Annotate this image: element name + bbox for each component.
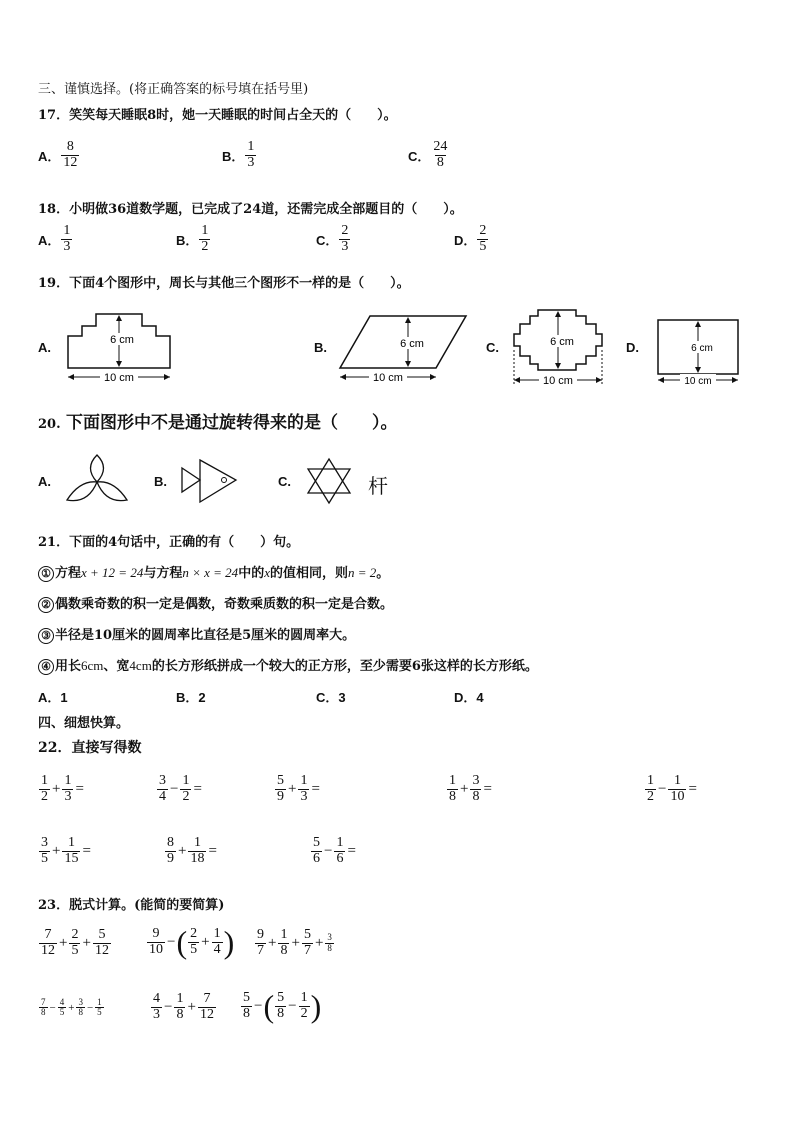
denominator: 3 — [341, 238, 349, 254]
q23-expression-1: $\frac{7}{12}$ + $\frac{2}{5}$ + $\frac{5}{12}$ — [41, 927, 109, 958]
section-4-title: 四、细想快算。 — [38, 716, 130, 731]
q19-label-a[interactable]: A. — [38, 340, 51, 355]
text: 用长 — [55, 659, 82, 674]
text: 、宽 — [103, 659, 130, 674]
numerator: 1 — [201, 223, 209, 238]
q22-expression-4: $\frac{1}{8}$ + $\frac{3}{8}$ = — [449, 773, 492, 804]
text: 的值相同，则 — [269, 566, 348, 581]
variable: x — [264, 565, 270, 580]
six-point-star-icon — [304, 456, 354, 506]
q21-option-a[interactable]: A．1 — [38, 690, 68, 705]
question-20-stem — [38, 408, 398, 433]
option-label: B． — [222, 148, 245, 164]
text: 中的 — [238, 566, 265, 581]
q19-figure-a — [60, 308, 180, 386]
fish-shape-icon — [178, 456, 240, 506]
question-21-stem: 21．下面的4句话中，正确的有（ ）句。 — [38, 535, 300, 550]
q18-option-d[interactable] — [454, 224, 489, 254]
denominator: 2 — [201, 238, 209, 254]
q19-label-d[interactable]: D. — [626, 340, 639, 355]
q21-statement-3 — [38, 624, 355, 644]
q22-expression-2: $\frac{3}{4}$ − $\frac{1}{2}$ = — [159, 773, 202, 804]
three-petal-flower-icon — [62, 452, 132, 508]
width-label: 10 cm — [684, 376, 712, 387]
q22-expression-6: $\frac{3}{5}$ + $\frac{1}{15}$ = — [41, 835, 91, 866]
q22-expression-3: $\frac{5}{9}$ + $\frac{1}{3}$ = — [277, 773, 320, 804]
question-text: 下面图形中不是通过旋转得来的是（ ）。 — [66, 413, 398, 433]
width-label: 10 cm — [543, 375, 573, 387]
q22-expression-8: $\frac{5}{6}$ − $\frac{1}{6}$ = — [313, 835, 356, 866]
fraction — [477, 224, 488, 254]
text: 。 — [376, 566, 390, 581]
equation: n × x = 24 — [182, 565, 239, 580]
numerator: 8 — [66, 139, 74, 154]
q23-expression-3: $\frac{9}{7}$ + $\frac{1}{8}$ + $\frac{5}{7}$ + $\frac{3}{8}$ — [257, 927, 332, 958]
q22-expression-5: $\frac{1}{2}$ − $\frac{1}{10}$ = — [647, 773, 697, 804]
question-22-stem: 22．直接写得数 — [38, 740, 142, 756]
circled-3: ③ — [38, 628, 54, 644]
q21-statement-1 — [38, 562, 389, 582]
unit: 6cm — [81, 658, 104, 673]
option-label: A． — [38, 148, 61, 164]
height-label: 6 cm — [550, 336, 574, 348]
equation: x + 12 = 24 — [81, 565, 144, 580]
text: 半径是10厘米的圆周率比直径是5厘米的圆周率大。 — [55, 628, 356, 643]
q22-expression-1: $\frac{1}{2}$ + $\frac{1}{3}$ = — [41, 773, 84, 804]
q18-option-a[interactable] — [38, 224, 73, 254]
width-label: 10 cm — [104, 372, 134, 384]
q17-option-a[interactable] — [38, 140, 80, 170]
fraction — [339, 224, 350, 254]
unit: 4cm — [129, 658, 152, 673]
option-label: C． — [408, 148, 431, 164]
text: 的长方形纸拼成一个较大的正方形，至少需要6张这样的长方形纸。 — [151, 659, 538, 674]
width-label: 10 cm — [373, 372, 403, 384]
q20-label-a[interactable]: A. — [38, 474, 51, 489]
question-19-stem: 19．下面4个图形中，周长与其他三个图形不一样的是（ ）。 — [38, 276, 410, 291]
text: 方程 — [55, 566, 82, 581]
q21-statement-4 — [38, 655, 538, 675]
question-number: 20. — [38, 417, 61, 432]
denominator: 3 — [63, 238, 71, 254]
q23-expression-6: $\frac{5}{8}$ − ( $\frac{5}{8}$ − $\frac{1}{2}$ ) — [243, 988, 322, 1024]
numerator: 2 — [479, 223, 487, 238]
text: 与方程 — [143, 566, 183, 581]
q17-option-c[interactable] — [408, 140, 450, 170]
q18-option-b[interactable] — [176, 224, 211, 254]
option-label: D． — [454, 232, 477, 248]
numerator: 1 — [247, 139, 255, 154]
denominator: 12 — [63, 154, 78, 170]
height-label: 6 cm — [400, 338, 424, 350]
denominator: 3 — [247, 154, 255, 170]
circled-2: ② — [38, 597, 54, 613]
numerator: 24 — [433, 139, 448, 154]
text: 偶数乘奇数的积一定是偶数，奇数乘质数的积一定是合数。 — [55, 597, 394, 612]
equation: n = 2 — [348, 565, 377, 580]
option-label: C． — [316, 232, 339, 248]
q18-option-c[interactable] — [316, 224, 351, 254]
fraction — [199, 224, 210, 254]
option-label: A． — [38, 232, 61, 248]
question-17-stem: 17．笑笑每天睡眠8时，她一天睡眠的时间占全天的（ ）。 — [38, 108, 397, 123]
q22-expression-7: $\frac{8}{9}$ + $\frac{1}{18}$ = — [167, 835, 217, 866]
q20-label-b[interactable]: B. — [154, 474, 167, 489]
question-18-stem: 18．小明做36道数学题，已完成了24道，还需完成全部题目的（ ）。 — [38, 202, 463, 217]
section-3-title: 三、谨慎选择。(将正确答案的标号填在括号里) — [38, 82, 309, 97]
fraction — [431, 140, 449, 170]
q21-statement-2 — [38, 593, 393, 613]
q23-expression-2: $\frac{9}{10}$ − ( $\frac{2}{5}$ + $\frac{1}{4}$ ) — [149, 924, 235, 960]
circled-4: ④ — [38, 659, 54, 675]
circled-1: ① — [38, 566, 54, 582]
option-c-character: 杆 — [368, 474, 388, 498]
q19-figure-d — [652, 314, 744, 388]
numerator: 2 — [341, 223, 349, 238]
numerator: 1 — [63, 223, 71, 238]
fraction — [245, 140, 256, 170]
question-23-stem: 23．脱式计算。(能简的要简算) — [38, 898, 225, 913]
q19-figure-b — [336, 308, 472, 386]
q23-expression-4: $\frac{7}{8}$ − $\frac{4}{5}$ + $\frac{3}{8}$ − $\frac{1}{5}$ — [41, 997, 102, 1018]
q23-expression-5: $\frac{4}{3}$ − $\frac{1}{8}$ + $\frac{7}{12}$ — [153, 991, 214, 1022]
fraction — [61, 140, 79, 170]
denominator: 5 — [479, 238, 487, 254]
q19-figure-c — [506, 306, 610, 390]
fraction — [61, 224, 72, 254]
q20-label-c[interactable]: C. — [278, 474, 291, 489]
denominator: 8 — [436, 154, 444, 170]
q21-option-b[interactable]: B．2 — [176, 690, 206, 705]
q21-option-d[interactable]: D．4 — [454, 690, 484, 705]
height-label: 6 cm — [691, 343, 713, 354]
q17-option-b[interactable] — [222, 140, 257, 170]
q19-label-c[interactable]: C. — [486, 340, 499, 355]
q19-label-b[interactable]: B. — [314, 340, 327, 355]
q21-option-c[interactable]: C．3 — [316, 690, 346, 705]
height-label: 6 cm — [110, 334, 134, 346]
option-label: B． — [176, 232, 199, 248]
